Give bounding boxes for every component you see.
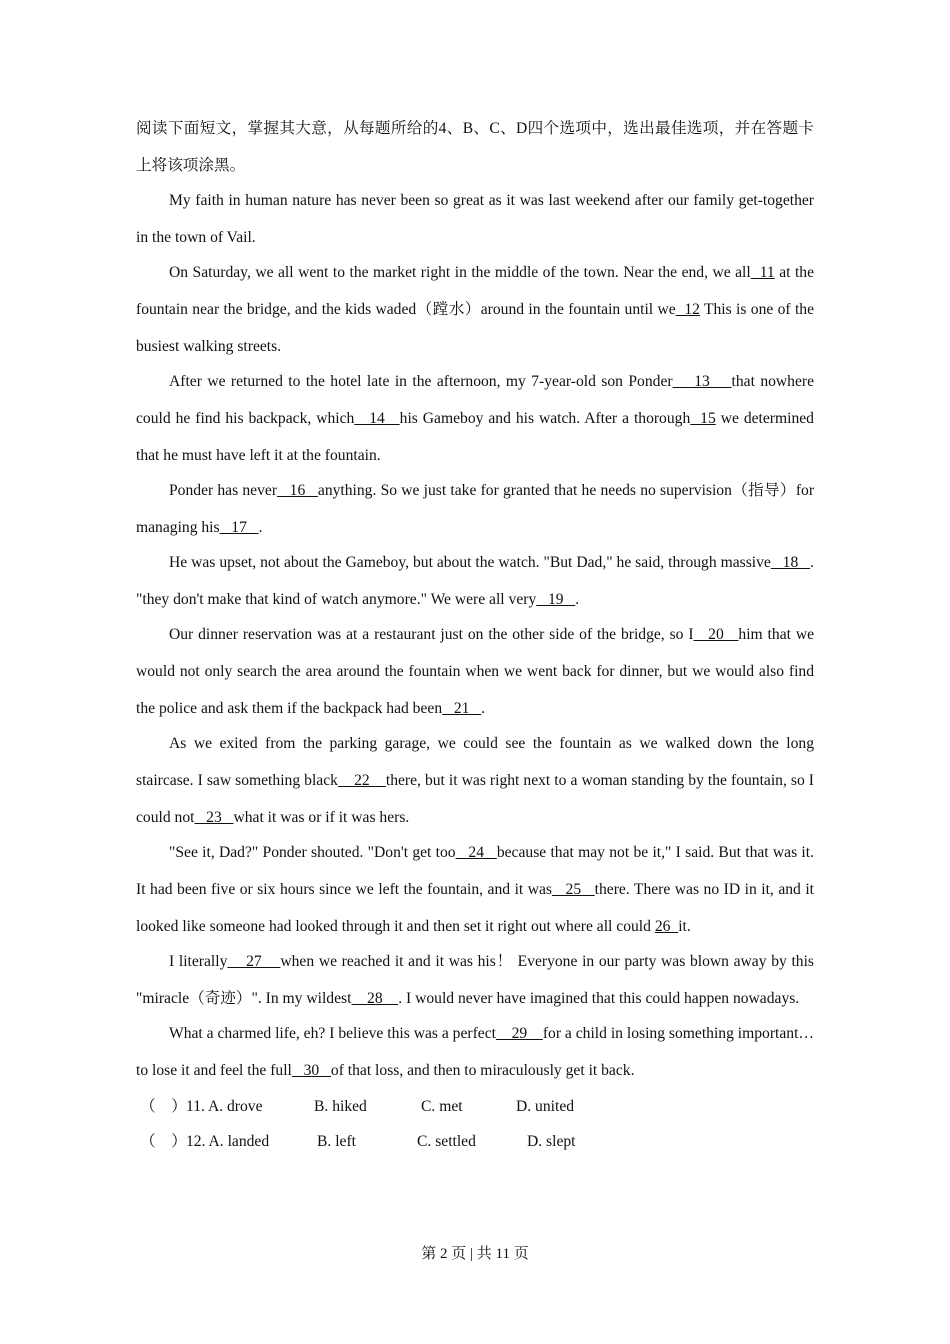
paragraph-text: I literally: [169, 953, 228, 970]
instructions: 阅读下面短文，掌握其大意，从每题所给的4、B、C、D四个选项中，选出最佳选项，并在答题卡上将该项涂黑。: [136, 120, 814, 174]
option-a: 12. A. landed: [186, 1133, 270, 1150]
blank-13: 13: [672, 373, 732, 390]
paragraph: [136, 616, 814, 727]
blank-30: 30: [291, 1062, 331, 1079]
blank-23: 23: [194, 809, 234, 826]
blank-26: 26: [654, 918, 679, 935]
question-11: [136, 1089, 814, 1124]
paragraph-text: This is one of the busiest walking streets.: [136, 301, 814, 355]
blank-25: 25: [552, 881, 595, 898]
paragraph-text: of that loss, and then to miraculously get it back.: [330, 1062, 635, 1079]
blank-16: 16: [277, 482, 318, 499]
paragraph-text: his Gameboy and his watch. After a thorough: [399, 410, 691, 427]
blank-22: 22: [337, 772, 386, 789]
paragraph: [136, 544, 814, 618]
page-footer: 第 2 页 | 共 11 页: [421, 1246, 529, 1262]
option-a: 11. A. drove: [186, 1098, 263, 1115]
paragraph-text: As we exited from the parking garage, we could see the fountain as we walked down the long staircase. I saw something black: [136, 735, 814, 789]
blank-17: 17: [219, 519, 259, 536]
paragraph-text: Ponder has never: [169, 482, 278, 499]
question-12: [136, 1124, 814, 1159]
paragraph-text: at the fountain near the bridge, and the kids waded（蹚水）around in the fountain until we: [136, 264, 814, 318]
document-body: [136, 110, 814, 1159]
blank-15: 15: [690, 410, 716, 427]
blank-28: 28: [351, 990, 399, 1007]
blank-14: 14: [354, 410, 400, 427]
paragraph: [136, 1015, 814, 1089]
paragraph: [136, 182, 814, 256]
paragraph-text: anything. So we just take for granted that he needs no supervision（指导）for managing his: [136, 482, 815, 536]
paragraph-text: what it was or if it was hers.: [233, 809, 410, 826]
paragraph: [136, 834, 814, 945]
paragraph-text: My faith in human nature has never been so great as it was last weekend after our family get-together in the town of Vail.: [136, 192, 814, 246]
paragraph-text: After we returned to the hotel late in the afternoon, my 7-year-old son Ponder: [169, 373, 673, 390]
option-b: B. left: [317, 1133, 356, 1150]
paragraph: [136, 363, 814, 474]
paragraph-text: for a child in losing something important…to lose it and feel the full: [136, 1025, 815, 1079]
paragraph-text: it.: [678, 918, 691, 935]
blank-11: 11: [750, 264, 775, 281]
option-d: D. slept: [527, 1133, 576, 1150]
paragraph-text: when we reached it and it was his！ Everyone in our party was blown away by this "miracle（奇迹）". In my wildest: [136, 953, 815, 1007]
paragraph-text: there. There was no ID in it, and it looked like someone had looked through it and then set it right out where all could: [136, 881, 815, 935]
answer-paren: （ ）: [140, 1098, 187, 1115]
paragraph: [136, 472, 814, 546]
blank-27: 27: [227, 953, 281, 970]
option-c: C. settled: [417, 1133, 476, 1150]
paragraph-text: . "they don't make that kind of watch anymore." We were all very: [136, 554, 814, 608]
option-c: C. met: [421, 1098, 463, 1115]
paragraph-text: .: [258, 519, 263, 536]
paragraph: [136, 254, 814, 365]
answer-paren: （ ）: [140, 1133, 187, 1150]
paragraph-text: we determined that he must have left it at the fountain.: [136, 410, 814, 464]
paragraph-text: there, but it was right next to a woman standing by the fountain, so I could not: [136, 772, 815, 826]
paragraph-text: Our dinner reservation was at a restaurant just on the other side of the bridge, so I: [169, 626, 694, 643]
blank-19: 19: [536, 591, 576, 608]
paragraph-text: that nowhere could he find his backpack, which: [136, 373, 815, 427]
paragraph-text: What a charmed life, eh? I believe this was a perfect: [169, 1025, 496, 1042]
passage: [136, 182, 814, 1089]
blank-29: 29: [495, 1025, 543, 1042]
blank-21: 21: [442, 700, 482, 717]
blank-18: 18: [770, 554, 811, 571]
option-d: D. united: [516, 1098, 575, 1115]
paragraph-text: . I would never have imagined that this could happen nowadays.: [398, 990, 800, 1007]
paragraph-text: .: [575, 591, 580, 608]
paragraph-text: On Saturday, we all went to the market right in the middle of the town. Near the end, we all: [169, 264, 751, 281]
paragraph-text: .: [481, 700, 486, 717]
paragraph-text: him that we would not only search the area around the fountain when we went back for dinner, but we would also find the police and ask them if the backpack had been: [136, 626, 815, 717]
paragraph-text: "See it, Dad?" Ponder shouted. "Don't get too: [169, 844, 456, 861]
paragraph-text: He was upset, not about the Gameboy, but about the watch. "But Dad," he said, through massive: [169, 554, 771, 571]
blank-20: 20: [693, 626, 739, 643]
blank-24: 24: [455, 844, 497, 861]
paragraph: [136, 943, 814, 1017]
paragraph: [136, 725, 814, 836]
option-b: B. hiked: [314, 1098, 367, 1115]
blank-12: 12: [675, 301, 700, 318]
paragraph-text: because that may not be it," I said. But that was it. It had been five or six hours since we left the fountain, and it was: [136, 844, 814, 898]
